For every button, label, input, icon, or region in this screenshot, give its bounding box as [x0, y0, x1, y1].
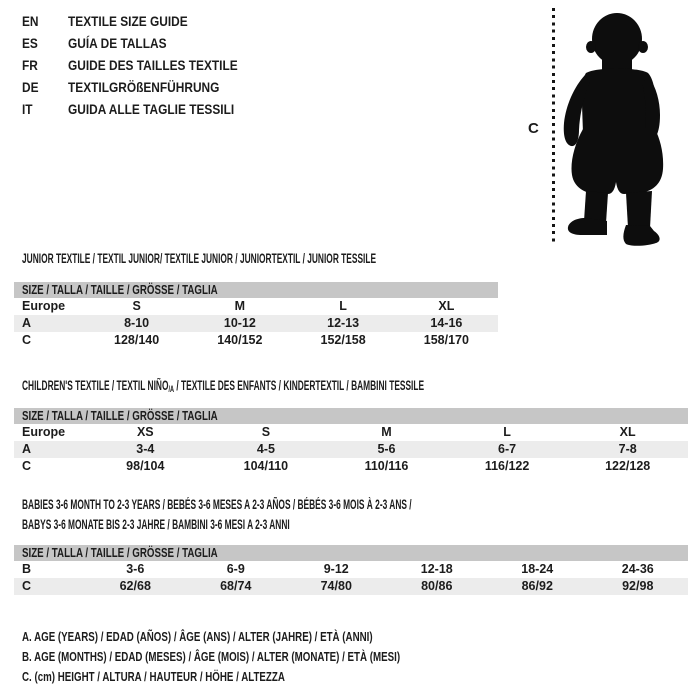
toddler-silhouette-icon [558, 5, 698, 250]
row-label: C [22, 579, 32, 593]
height-measure-label: C [528, 120, 539, 137]
height-cell: 110/116 [364, 459, 409, 473]
height-cell: 116/122 [484, 459, 530, 473]
language-row [22, 10, 268, 32]
footnotes [22, 627, 507, 687]
age-cell: 6-7 [498, 442, 517, 456]
size-cell: S [261, 425, 271, 439]
size-cell: L [339, 299, 347, 313]
language-legend [22, 10, 268, 120]
size-cell: XS [136, 425, 154, 439]
age-cell: 18-24 [521, 562, 554, 576]
age-cell: 9-12 [323, 562, 349, 576]
row-label: Europe [22, 425, 66, 439]
age-cell: 8-10 [124, 316, 150, 330]
height-cell: 68/74 [220, 579, 252, 593]
age-cell: 24-36 [621, 562, 654, 576]
footnote-c: C. (cm) HEIGHT / ALTURA / HAUTEUR / HÖHE / ALTEZZA [22, 670, 285, 684]
size-header-bar: SIZE / TALLA / TAILLE / GRÖSSE / TAGLIA [14, 282, 498, 298]
age-cell: 12-13 [327, 316, 360, 330]
table-row [14, 458, 688, 475]
junior-size-table [14, 282, 498, 349]
footnote-b: B. AGE (MONTHS) / EDAD (MESES) / ÂGE (MOIS) / ALTER (MONATE) / ETÀ (MESI) [22, 650, 401, 664]
children-size-table [14, 408, 688, 475]
age-cell: 12-18 [420, 562, 453, 576]
height-cell: 98/104 [126, 459, 165, 473]
language-code: ES [22, 35, 38, 51]
height-cell: 74/80 [320, 579, 352, 593]
size-cell: XL [619, 425, 636, 439]
size-cell: XL [438, 299, 455, 313]
language-row [22, 98, 268, 120]
table-row [14, 441, 688, 458]
size-cell: M [381, 425, 392, 439]
row-label: C [22, 333, 32, 347]
language-code: IT [22, 101, 33, 117]
row-label: Europe [22, 299, 66, 313]
row-label: C [22, 459, 32, 473]
size-cell: L [503, 425, 511, 439]
row-label: A [22, 316, 32, 330]
guide-title: GUIDE DES TAILLES TEXTILE [68, 57, 238, 73]
nino-a-subscript: /A [168, 384, 175, 394]
guide-title: TEXTILGRÖßENFÜHRUNG [68, 79, 220, 95]
language-code: FR [22, 57, 38, 73]
guide-title: TEXTILE SIZE GUIDE [68, 13, 188, 29]
table-row [14, 424, 688, 441]
guide-title: GUIDA ALLE TAGLIE TESSILI [68, 101, 235, 117]
height-cell: 140/152 [217, 333, 263, 347]
table-row [14, 332, 498, 349]
language-row [22, 54, 268, 76]
age-cell: 3-4 [136, 442, 155, 456]
junior-section-title: JUNIOR TEXTILE / TEXTIL JUNIOR/ TEXTILE JUNIOR / JUNIORTEXTIL / JUNIOR TESSILE [22, 251, 377, 266]
language-code: EN [22, 13, 39, 29]
height-dotted-line [552, 8, 555, 245]
age-cell: 3-6 [126, 562, 145, 576]
row-label: A [22, 442, 32, 456]
height-cell: 86/92 [521, 579, 553, 593]
height-cell: 62/68 [119, 579, 151, 593]
children-section-title: CHILDREN'S TEXTILE / TEXTIL NIÑO/A / TEXTILE DES ENFANTS / KINDERTEXTIL / BAMBINI TESSILE [22, 378, 425, 394]
size-cell: M [234, 299, 246, 313]
height-cell: 80/86 [421, 579, 453, 593]
age-cell: 6-9 [226, 562, 245, 576]
height-cell: 122/128 [605, 459, 651, 473]
height-cell: 128/140 [114, 333, 160, 347]
language-code: DE [22, 79, 39, 95]
size-cell: S [132, 299, 141, 313]
height-cell: 158/170 [423, 333, 469, 347]
size-header-bar: SIZE / TALLA / TAILLE / GRÖSSE / TAGLIA [14, 545, 688, 561]
language-row [22, 32, 268, 54]
height-cell: 104/110 [243, 459, 289, 473]
height-cell: 152/158 [320, 333, 366, 347]
age-cell: 10-12 [223, 316, 256, 330]
age-cell: 7-8 [618, 442, 637, 456]
table-row [14, 561, 688, 578]
footnote-a: A. AGE (YEARS) / EDAD (AÑOS) / ÂGE (ANS) / ALTER (JAHRE) / ETÀ (ANNI) [22, 630, 373, 644]
age-cell: 4-5 [256, 442, 275, 456]
height-cell: 92/98 [622, 579, 654, 593]
age-cell: 14-16 [430, 316, 463, 330]
table-row [14, 298, 498, 315]
row-label: B [22, 562, 32, 576]
babies-section-title: BABIES 3-6 MONTH TO 2-3 YEARS / BEBÉS 3-6 MESES A 2-3 AÑOS / BÉBÉS 3-6 MOIS À 2-3 ANS / BABYS 3-6 MONATE BIS 2-3 JAHRE / BAMBINI 3-6 MESI A 2-3 ANNI [22, 497, 412, 532]
babies-size-table [14, 545, 688, 595]
language-row [22, 76, 268, 98]
guide-title: GUÍA DE TALLAS [68, 35, 167, 51]
size-header-bar: SIZE / TALLA / TAILLE / GRÖSSE / TAGLIA [14, 408, 688, 424]
age-cell: 5-6 [377, 442, 396, 456]
table-row [14, 315, 498, 332]
table-row [14, 578, 688, 595]
